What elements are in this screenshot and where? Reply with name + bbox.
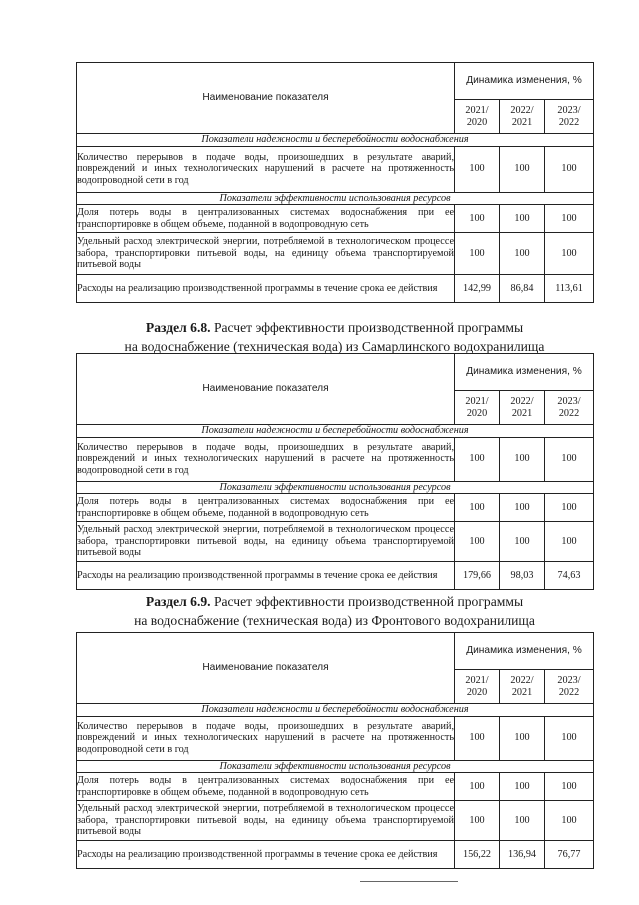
indicator-energy: Удельный расход электрической энергии, потребляемой в технологическом процессе забора, транспортировки питьевой воды, на единицу объема транспортируемой питьевой воды (77, 233, 455, 275)
table-row (77, 716, 594, 760)
value-cell: 100 (455, 437, 500, 481)
table-row (77, 233, 594, 275)
indicator-energy: Удельный расход электрической энергии, потребляемой в технологическом процессе забора, транспортировки питьевой воды, на единицу объема транспортируемой питьевой воды (77, 801, 455, 841)
column-header-name: Наименование показателя (77, 63, 455, 134)
value-cell: 98,03 (500, 562, 545, 590)
section-caption-6-8 (76, 318, 593, 356)
year-header-2021: 2021/ 2020 (455, 670, 500, 704)
value-cell: 179,66 (455, 562, 500, 590)
section-caption-6-9 (76, 592, 593, 630)
value-cell: 74,63 (545, 562, 594, 590)
footer-rule (360, 881, 458, 882)
caption-line-1 (76, 592, 593, 611)
section-row-efficiency: Показатели эффективности использования ресурсов (77, 760, 594, 773)
value-cell: 100 (500, 773, 545, 801)
caption-line-2: на водоснабжение (техническая вода) из Фронтового водохранилища (134, 613, 535, 628)
efficiency-table-3 (76, 632, 594, 869)
section-row-efficiency: Показатели эффективности использования ресурсов (77, 192, 594, 205)
indicator-breaks: Количество перерывов в подаче воды, произошедших в результате аварий, повреждений и иных технологических нарушений в расчете на протяженность водопроводной сети в год (77, 146, 455, 192)
value-cell: 100 (500, 494, 545, 522)
indicator-losses: Доля потерь воды в централизованных системах водоснабжения при ее транспортировке в общем объеме, поданной в водопроводную сеть (77, 773, 455, 801)
table-row (77, 562, 594, 590)
year-header-2022: 2022/ 2021 (500, 100, 545, 134)
value-cell: 100 (455, 494, 500, 522)
value-cell: 100 (455, 716, 500, 760)
table-row (77, 841, 594, 869)
table-row (77, 146, 594, 192)
year-header-2021: 2021/ 2020 (455, 391, 500, 425)
indicator-breaks: Количество перерывов в подаче воды, произошедших в результате аварий, повреждений и иных технологических нарушений в расчете на протяженность водопроводной сети в год (77, 716, 455, 760)
column-header-dynamics: Динамика изменения, % (455, 63, 594, 100)
value-cell: 100 (500, 437, 545, 481)
efficiency-table-2 (76, 353, 594, 590)
value-cell: 86,84 (500, 275, 545, 303)
indicator-expenses: Расходы на реализацию производственной программы в течение срока ее действия (77, 562, 455, 590)
column-header-dynamics: Динамика изменения, % (455, 633, 594, 670)
indicator-losses: Доля потерь воды в централизованных системах водоснабжения при ее транспортировке в общем объеме, поданной в водопроводную сеть (77, 494, 455, 522)
value-cell: 100 (500, 716, 545, 760)
table-row (77, 773, 594, 801)
section-row-reliability: Показатели надежности и бесперебойности водоснабжения (77, 425, 594, 438)
caption-title: Расчет эффективности производственной программы (210, 594, 524, 609)
value-cell: 100 (500, 146, 545, 192)
indicator-losses: Доля потерь воды в централизованных системах водоснабжения при ее транспортировке в общем объеме, поданной в водопроводную сеть (77, 205, 455, 233)
value-cell: 100 (545, 522, 594, 562)
value-cell: 156,22 (455, 841, 500, 869)
value-cell: 100 (545, 801, 594, 841)
table-row (77, 494, 594, 522)
value-cell: 100 (545, 773, 594, 801)
section-row-reliability: Показатели надежности и бесперебойности водоснабжения (77, 704, 594, 717)
indicator-breaks: Количество перерывов в подаче воды, произошедших в результате аварий, повреждений и иных технологических нарушений в расчете на протяженность водопроводной сети в год (77, 437, 455, 481)
value-cell: 100 (500, 801, 545, 841)
column-header-name: Наименование показателя (77, 633, 455, 704)
value-cell: 142,99 (455, 275, 500, 303)
value-cell: 100 (545, 716, 594, 760)
table-block-3 (76, 632, 593, 869)
caption-line-2: на водоснабжение (техническая вода) из Самарлинского водохранилища (124, 339, 545, 354)
value-cell: 100 (500, 205, 545, 233)
year-header-2023: 2023/ 2022 (545, 670, 594, 704)
section-row-efficiency: Показатели эффективности использования ресурсов (77, 481, 594, 494)
indicator-expenses: Расходы на реализацию производственной программы в течение срока ее действия (77, 841, 455, 869)
caption-title: Расчет эффективности производственной программы (210, 320, 524, 335)
value-cell: 100 (545, 205, 594, 233)
year-header-2023: 2023/ 2022 (545, 391, 594, 425)
value-cell: 76,77 (545, 841, 594, 869)
table-row (77, 205, 594, 233)
value-cell: 100 (500, 233, 545, 275)
caption-line-1 (76, 318, 593, 337)
column-header-dynamics: Динамика изменения, % (455, 354, 594, 391)
year-header-2022: 2022/ 2021 (500, 391, 545, 425)
table-row (77, 437, 594, 481)
value-cell: 113,61 (545, 275, 594, 303)
table-row (77, 522, 594, 562)
table-row (77, 801, 594, 841)
year-header-2021: 2021/ 2020 (455, 100, 500, 134)
table-block-1 (76, 62, 593, 303)
indicator-energy: Удельный расход электрической энергии, потребляемой в технологическом процессе забора, транспортировки питьевой воды, на единицу объема транспортируемой питьевой воды (77, 522, 455, 562)
year-header-2022: 2022/ 2021 (500, 670, 545, 704)
value-cell: 100 (455, 522, 500, 562)
value-cell: 100 (545, 233, 594, 275)
value-cell: 136,94 (500, 841, 545, 869)
value-cell: 100 (500, 522, 545, 562)
value-cell: 100 (455, 233, 500, 275)
caption-number: Раздел 6.8. (145, 320, 211, 335)
year-header-2023: 2023/ 2022 (545, 100, 594, 134)
value-cell: 100 (455, 205, 500, 233)
table-row (77, 275, 594, 303)
section-row-reliability: Показатели надежности и бесперебойности водоснабжения (77, 134, 594, 147)
value-cell: 100 (455, 801, 500, 841)
value-cell: 100 (545, 437, 594, 481)
value-cell: 100 (545, 494, 594, 522)
value-cell: 100 (545, 146, 594, 192)
efficiency-table-1 (76, 62, 594, 303)
table-block-2 (76, 353, 593, 590)
indicator-expenses: Расходы на реализацию производственной программы в течение срока ее действия (77, 275, 455, 303)
value-cell: 100 (455, 146, 500, 192)
caption-number: Раздел 6.9. (145, 594, 211, 609)
value-cell: 100 (455, 773, 500, 801)
column-header-name: Наименование показателя (77, 354, 455, 425)
